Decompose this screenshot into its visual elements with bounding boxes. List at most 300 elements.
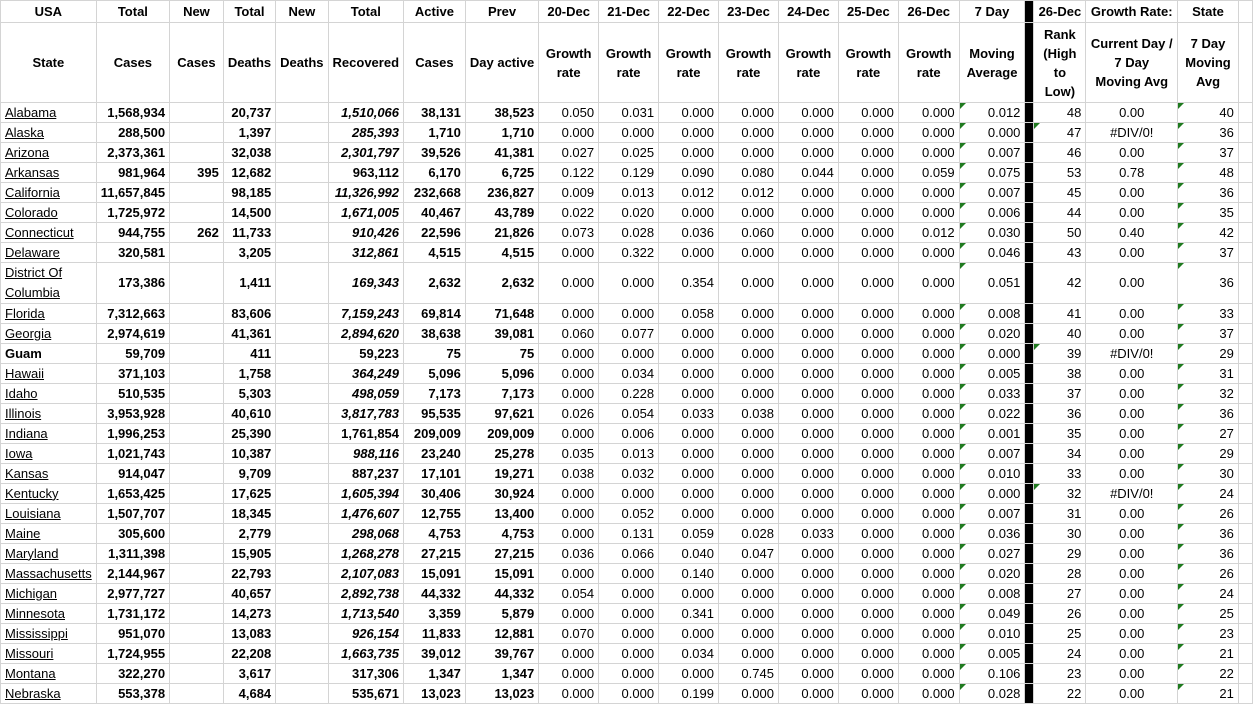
state-link[interactable]: Massachusetts bbox=[5, 565, 92, 581]
prev-day-active-cell[interactable]: 1,710 bbox=[465, 123, 538, 143]
header-usa[interactable]: USA bbox=[1, 1, 97, 23]
growth-dec23-cell[interactable]: 0.000 bbox=[719, 444, 779, 464]
header-state[interactable]: State bbox=[1, 23, 97, 103]
state-cell[interactable] bbox=[1, 263, 97, 304]
new-cases-cell[interactable] bbox=[170, 684, 224, 704]
new-cases-cell[interactable] bbox=[170, 444, 224, 464]
growth-dec21-cell[interactable]: 0.228 bbox=[599, 384, 659, 404]
prev-day-active-cell[interactable]: 15,091 bbox=[465, 564, 538, 584]
total-deaths-cell[interactable]: 3,617 bbox=[223, 664, 275, 684]
state-link[interactable]: Iowa bbox=[5, 445, 33, 461]
empty-cell[interactable] bbox=[1238, 544, 1252, 564]
growth-dec21-cell[interactable]: 0.000 bbox=[599, 564, 659, 584]
header-growth-dec24[interactable]: Growth rate bbox=[778, 23, 838, 103]
growth-dec25-cell[interactable]: 0.000 bbox=[838, 263, 898, 304]
empty-cell[interactable] bbox=[1238, 123, 1252, 143]
growth-dec21-cell[interactable]: 0.020 bbox=[599, 203, 659, 223]
growth-dec21-cell[interactable]: 0.131 bbox=[599, 524, 659, 544]
empty-cell[interactable] bbox=[1238, 223, 1252, 243]
growth-dec25-cell[interactable]: 0.000 bbox=[838, 504, 898, 524]
new-deaths-cell[interactable] bbox=[276, 584, 328, 604]
prev-day-active-cell[interactable]: 13,400 bbox=[465, 504, 538, 524]
prev-day-active-cell[interactable]: 1,347 bbox=[465, 664, 538, 684]
empty-cell[interactable] bbox=[1238, 664, 1252, 684]
state-7day-avg-cell[interactable]: 24 bbox=[1178, 484, 1239, 504]
new-deaths-cell[interactable] bbox=[276, 424, 328, 444]
state-cell[interactable] bbox=[1, 143, 97, 163]
active-cases-cell[interactable]: 1,347 bbox=[404, 664, 466, 684]
active-cases-cell[interactable]: 30,406 bbox=[404, 484, 466, 504]
state-cell[interactable] bbox=[1, 544, 97, 564]
growth-dec20-cell[interactable]: 0.000 bbox=[539, 564, 599, 584]
state-link[interactable]: Kansas bbox=[5, 465, 49, 481]
state-7day-avg-cell[interactable]: 21 bbox=[1178, 684, 1239, 704]
rank-cell[interactable]: 53 bbox=[1034, 163, 1086, 183]
growth-dec23-cell[interactable]: 0.000 bbox=[719, 464, 779, 484]
empty-cell[interactable] bbox=[1238, 163, 1252, 183]
total-cases-cell[interactable]: 371,103 bbox=[96, 364, 169, 384]
growth-dec21-cell[interactable]: 0.322 bbox=[599, 243, 659, 263]
rank-cell[interactable]: 27 bbox=[1034, 584, 1086, 604]
growth-dec21-cell[interactable]: 0.129 bbox=[599, 163, 659, 183]
state-7day-avg-cell[interactable]: 36 bbox=[1178, 524, 1239, 544]
state-cell[interactable] bbox=[1, 344, 97, 364]
new-cases-cell[interactable] bbox=[170, 263, 224, 304]
total-cases-cell[interactable]: 3,953,928 bbox=[96, 404, 169, 424]
growth-dec22-cell[interactable]: 0.000 bbox=[659, 464, 719, 484]
rank-cell[interactable]: 38 bbox=[1034, 364, 1086, 384]
recovered-cell[interactable]: 3,817,783 bbox=[328, 404, 403, 424]
new-cases-cell[interactable] bbox=[170, 183, 224, 203]
growth-dec20-cell[interactable]: 0.060 bbox=[539, 324, 599, 344]
current-vs-avg-cell[interactable]: 0.00 bbox=[1086, 103, 1178, 123]
recovered-cell[interactable]: 59,223 bbox=[328, 344, 403, 364]
header-dec25[interactable]: 25-Dec bbox=[838, 1, 898, 23]
growth-dec23-cell[interactable]: 0.000 bbox=[719, 684, 779, 704]
prev-day-active-cell[interactable]: 75 bbox=[465, 344, 538, 364]
rank-cell[interactable]: 33 bbox=[1034, 464, 1086, 484]
growth-dec21-cell[interactable]: 0.000 bbox=[599, 123, 659, 143]
prev-day-active-cell[interactable]: 27,215 bbox=[465, 544, 538, 564]
growth-dec26-cell[interactable]: 0.000 bbox=[898, 524, 959, 544]
growth-dec25-cell[interactable]: 0.000 bbox=[838, 564, 898, 584]
state-link[interactable]: Florida bbox=[5, 305, 45, 321]
state-link[interactable]: Maryland bbox=[5, 545, 59, 561]
active-cases-cell[interactable]: 38,638 bbox=[404, 324, 466, 344]
growth-dec23-cell[interactable]: 0.000 bbox=[719, 504, 779, 524]
active-cases-cell[interactable]: 75 bbox=[404, 344, 466, 364]
growth-dec23-cell[interactable]: 0.000 bbox=[719, 364, 779, 384]
header-growth-dec20[interactable]: Growth rate bbox=[539, 23, 599, 103]
growth-dec23-cell[interactable]: 0.000 bbox=[719, 584, 779, 604]
growth-dec24-cell[interactable]: 0.000 bbox=[778, 304, 838, 324]
total-deaths-cell[interactable]: 1,758 bbox=[223, 364, 275, 384]
growth-dec21-cell[interactable]: 0.013 bbox=[599, 183, 659, 203]
growth-dec22-cell[interactable]: 0.341 bbox=[659, 604, 719, 624]
rank-cell[interactable]: 25 bbox=[1034, 624, 1086, 644]
moving-average-cell[interactable]: 0.049 bbox=[959, 604, 1025, 624]
moving-average-cell[interactable]: 0.007 bbox=[959, 183, 1025, 203]
growth-dec22-cell[interactable]: 0.059 bbox=[659, 524, 719, 544]
growth-dec26-cell[interactable]: 0.000 bbox=[898, 123, 959, 143]
growth-dec24-cell[interactable]: 0.000 bbox=[778, 604, 838, 624]
state-7day-avg-cell[interactable]: 40 bbox=[1178, 103, 1239, 123]
total-deaths-cell[interactable]: 10,387 bbox=[223, 444, 275, 464]
rank-cell[interactable]: 22 bbox=[1034, 684, 1086, 704]
growth-dec22-cell[interactable]: 0.140 bbox=[659, 564, 719, 584]
current-vs-avg-cell[interactable]: 0.00 bbox=[1086, 324, 1178, 344]
growth-dec22-cell[interactable]: 0.090 bbox=[659, 163, 719, 183]
empty-cell[interactable] bbox=[1238, 644, 1252, 664]
new-cases-cell[interactable] bbox=[170, 404, 224, 424]
growth-dec20-cell[interactable]: 0.038 bbox=[539, 464, 599, 484]
growth-dec26-cell[interactable]: 0.000 bbox=[898, 384, 959, 404]
current-vs-avg-cell[interactable]: 0.00 bbox=[1086, 544, 1178, 564]
growth-dec26-cell[interactable]: 0.000 bbox=[898, 203, 959, 223]
growth-dec24-cell[interactable]: 0.000 bbox=[778, 664, 838, 684]
total-deaths-cell[interactable]: 41,361 bbox=[223, 324, 275, 344]
current-vs-avg-cell[interactable]: 0.00 bbox=[1086, 384, 1178, 404]
growth-dec22-cell[interactable]: 0.000 bbox=[659, 424, 719, 444]
growth-dec21-cell[interactable]: 0.077 bbox=[599, 324, 659, 344]
new-deaths-cell[interactable] bbox=[276, 263, 328, 304]
empty-cell[interactable] bbox=[1238, 604, 1252, 624]
current-vs-avg-cell[interactable]: 0.00 bbox=[1086, 404, 1178, 424]
new-deaths-cell[interactable] bbox=[276, 123, 328, 143]
prev-day-active-cell[interactable]: 4,753 bbox=[465, 524, 538, 544]
state-link[interactable]: Guam bbox=[5, 345, 42, 361]
active-cases-cell[interactable]: 4,515 bbox=[404, 243, 466, 263]
growth-dec24-cell[interactable]: 0.000 bbox=[778, 504, 838, 524]
empty-cell[interactable] bbox=[1238, 1, 1252, 23]
active-cases-cell[interactable]: 4,753 bbox=[404, 524, 466, 544]
prev-day-active-cell[interactable]: 39,081 bbox=[465, 324, 538, 344]
rank-cell[interactable]: 41 bbox=[1034, 304, 1086, 324]
growth-dec21-cell[interactable]: 0.066 bbox=[599, 544, 659, 564]
growth-dec26-cell[interactable]: 0.000 bbox=[898, 344, 959, 364]
state-link[interactable]: Montana bbox=[5, 665, 56, 681]
growth-dec24-cell[interactable]: 0.000 bbox=[778, 203, 838, 223]
growth-dec26-cell[interactable]: 0.000 bbox=[898, 584, 959, 604]
moving-average-cell[interactable]: 0.008 bbox=[959, 304, 1025, 324]
header-growth-dec26[interactable]: Growth rate bbox=[898, 23, 959, 103]
prev-day-active-cell[interactable]: 5,096 bbox=[465, 364, 538, 384]
active-cases-cell[interactable]: 17,101 bbox=[404, 464, 466, 484]
current-vs-avg-cell[interactable]: 0.00 bbox=[1086, 364, 1178, 384]
state-link[interactable]: Alabama bbox=[5, 104, 57, 120]
moving-average-cell[interactable]: 0.046 bbox=[959, 243, 1025, 263]
growth-dec24-cell[interactable]: 0.000 bbox=[778, 464, 838, 484]
growth-dec21-cell[interactable]: 0.000 bbox=[599, 484, 659, 504]
growth-dec24-cell[interactable]: 0.000 bbox=[778, 444, 838, 464]
state-cell[interactable] bbox=[1, 444, 97, 464]
growth-dec20-cell[interactable]: 0.000 bbox=[539, 243, 599, 263]
empty-cell[interactable] bbox=[1238, 183, 1252, 203]
new-deaths-cell[interactable] bbox=[276, 103, 328, 123]
growth-dec25-cell[interactable]: 0.000 bbox=[838, 203, 898, 223]
new-cases-cell[interactable]: 395 bbox=[170, 163, 224, 183]
growth-dec26-cell[interactable]: 0.000 bbox=[898, 424, 959, 444]
rank-cell[interactable]: 45 bbox=[1034, 183, 1086, 203]
moving-average-cell[interactable]: 0.000 bbox=[959, 484, 1025, 504]
growth-dec26-cell[interactable]: 0.000 bbox=[898, 624, 959, 644]
state-cell[interactable] bbox=[1, 324, 97, 344]
empty-cell[interactable] bbox=[1238, 424, 1252, 444]
recovered-cell[interactable]: 910,426 bbox=[328, 223, 403, 243]
prev-day-active-cell[interactable]: 97,621 bbox=[465, 404, 538, 424]
current-vs-avg-cell[interactable]: 0.00 bbox=[1086, 203, 1178, 223]
total-deaths-cell[interactable]: 9,709 bbox=[223, 464, 275, 484]
state-7day-avg-cell[interactable]: 37 bbox=[1178, 324, 1239, 344]
growth-dec22-cell[interactable]: 0.000 bbox=[659, 243, 719, 263]
recovered-cell[interactable]: 2,107,083 bbox=[328, 564, 403, 584]
new-deaths-cell[interactable] bbox=[276, 344, 328, 364]
new-cases-cell[interactable]: 262 bbox=[170, 223, 224, 243]
state-cell[interactable] bbox=[1, 584, 97, 604]
new-deaths-cell[interactable] bbox=[276, 544, 328, 564]
growth-dec26-cell[interactable]: 0.000 bbox=[898, 304, 959, 324]
new-deaths-cell[interactable] bbox=[276, 163, 328, 183]
total-cases-cell[interactable]: 320,581 bbox=[96, 243, 169, 263]
active-cases-cell[interactable]: 15,091 bbox=[404, 564, 466, 584]
growth-dec23-cell[interactable]: 0.012 bbox=[719, 183, 779, 203]
total-deaths-cell[interactable]: 98,185 bbox=[223, 183, 275, 203]
header-dec22[interactable]: 22-Dec bbox=[659, 1, 719, 23]
state-cell[interactable] bbox=[1, 364, 97, 384]
growth-dec25-cell[interactable]: 0.000 bbox=[838, 664, 898, 684]
total-deaths-cell[interactable]: 22,208 bbox=[223, 644, 275, 664]
rank-cell[interactable]: 44 bbox=[1034, 203, 1086, 223]
recovered-cell[interactable]: 1,476,607 bbox=[328, 504, 403, 524]
empty-cell[interactable] bbox=[1238, 203, 1252, 223]
prev-day-active-cell[interactable]: 39,767 bbox=[465, 644, 538, 664]
recovered-cell[interactable]: 312,861 bbox=[328, 243, 403, 263]
recovered-cell[interactable]: 1,671,005 bbox=[328, 203, 403, 223]
moving-average-cell[interactable]: 0.036 bbox=[959, 524, 1025, 544]
prev-day-active-cell[interactable]: 7,173 bbox=[465, 384, 538, 404]
header-new-cases-2[interactable]: Cases bbox=[170, 23, 224, 103]
active-cases-cell[interactable]: 1,710 bbox=[404, 123, 466, 143]
header-recovered-2[interactable]: Recovered bbox=[328, 23, 403, 103]
rank-cell[interactable]: 31 bbox=[1034, 504, 1086, 524]
growth-dec25-cell[interactable]: 0.000 bbox=[838, 684, 898, 704]
growth-dec20-cell[interactable]: 0.122 bbox=[539, 163, 599, 183]
state-7day-avg-cell[interactable]: 27 bbox=[1178, 424, 1239, 444]
state-cell[interactable] bbox=[1, 384, 97, 404]
recovered-cell[interactable]: 1,510,066 bbox=[328, 103, 403, 123]
total-deaths-cell[interactable]: 18,345 bbox=[223, 504, 275, 524]
header-total-deaths-1[interactable]: Total bbox=[223, 1, 275, 23]
header-dec21[interactable]: 21-Dec bbox=[599, 1, 659, 23]
growth-dec24-cell[interactable]: 0.000 bbox=[778, 263, 838, 304]
growth-dec23-cell[interactable]: 0.047 bbox=[719, 544, 779, 564]
growth-dec21-cell[interactable]: 0.000 bbox=[599, 263, 659, 304]
active-cases-cell[interactable]: 12,755 bbox=[404, 504, 466, 524]
growth-dec24-cell[interactable]: 0.033 bbox=[778, 524, 838, 544]
growth-dec26-cell[interactable]: 0.000 bbox=[898, 484, 959, 504]
growth-dec20-cell[interactable]: 0.000 bbox=[539, 484, 599, 504]
moving-average-cell[interactable]: 0.027 bbox=[959, 544, 1025, 564]
growth-dec25-cell[interactable]: 0.000 bbox=[838, 123, 898, 143]
recovered-cell[interactable]: 364,249 bbox=[328, 364, 403, 384]
growth-dec23-cell[interactable]: 0.000 bbox=[719, 263, 779, 304]
growth-dec21-cell[interactable]: 0.054 bbox=[599, 404, 659, 424]
state-cell[interactable] bbox=[1, 504, 97, 524]
growth-dec23-cell[interactable]: 0.000 bbox=[719, 484, 779, 504]
state-cell[interactable] bbox=[1, 163, 97, 183]
state-cell[interactable] bbox=[1, 123, 97, 143]
total-cases-cell[interactable]: 1,311,398 bbox=[96, 544, 169, 564]
total-cases-cell[interactable]: 2,977,727 bbox=[96, 584, 169, 604]
total-deaths-cell[interactable]: 5,303 bbox=[223, 384, 275, 404]
total-cases-cell[interactable]: 1,725,972 bbox=[96, 203, 169, 223]
growth-dec24-cell[interactable]: 0.000 bbox=[778, 344, 838, 364]
empty-cell[interactable] bbox=[1238, 384, 1252, 404]
header-total-recovered-1[interactable]: Total bbox=[328, 1, 403, 23]
header-active-cases-2[interactable]: Cases bbox=[404, 23, 466, 103]
state-link[interactable]: Minnesota bbox=[5, 605, 65, 621]
state-7day-avg-cell[interactable]: 31 bbox=[1178, 364, 1239, 384]
new-deaths-cell[interactable] bbox=[276, 484, 328, 504]
growth-dec26-cell[interactable]: 0.059 bbox=[898, 163, 959, 183]
new-deaths-cell[interactable] bbox=[276, 304, 328, 324]
header-growth-dec25[interactable]: Growth rate bbox=[838, 23, 898, 103]
state-7day-avg-cell[interactable]: 23 bbox=[1178, 624, 1239, 644]
total-deaths-cell[interactable]: 40,657 bbox=[223, 584, 275, 604]
state-cell[interactable] bbox=[1, 664, 97, 684]
current-vs-avg-cell[interactable]: 0.40 bbox=[1086, 223, 1178, 243]
moving-average-cell[interactable]: 0.033 bbox=[959, 384, 1025, 404]
current-vs-avg-cell[interactable]: 0.78 bbox=[1086, 163, 1178, 183]
total-cases-cell[interactable]: 1,996,253 bbox=[96, 424, 169, 444]
moving-average-cell[interactable]: 0.000 bbox=[959, 344, 1025, 364]
total-deaths-cell[interactable]: 411 bbox=[223, 344, 275, 364]
growth-dec20-cell[interactable]: 0.000 bbox=[539, 123, 599, 143]
growth-dec24-cell[interactable]: 0.044 bbox=[778, 163, 838, 183]
total-cases-cell[interactable]: 59,709 bbox=[96, 344, 169, 364]
new-cases-cell[interactable] bbox=[170, 324, 224, 344]
active-cases-cell[interactable]: 3,359 bbox=[404, 604, 466, 624]
total-deaths-cell[interactable]: 4,684 bbox=[223, 684, 275, 704]
growth-dec21-cell[interactable]: 0.000 bbox=[599, 684, 659, 704]
total-deaths-cell[interactable]: 2,779 bbox=[223, 524, 275, 544]
rank-cell[interactable]: 42 bbox=[1034, 263, 1086, 304]
current-vs-avg-cell[interactable]: 0.00 bbox=[1086, 304, 1178, 324]
active-cases-cell[interactable]: 38,131 bbox=[404, 103, 466, 123]
growth-dec24-cell[interactable]: 0.000 bbox=[778, 404, 838, 424]
state-link[interactable]: Colorado bbox=[5, 204, 58, 220]
state-cell[interactable] bbox=[1, 203, 97, 223]
growth-dec23-cell[interactable]: 0.000 bbox=[719, 384, 779, 404]
growth-dec21-cell[interactable]: 0.000 bbox=[599, 304, 659, 324]
growth-dec26-cell[interactable]: 0.000 bbox=[898, 504, 959, 524]
prev-day-active-cell[interactable]: 12,881 bbox=[465, 624, 538, 644]
state-link[interactable]: Kentucky bbox=[5, 485, 59, 501]
active-cases-cell[interactable]: 232,668 bbox=[404, 183, 466, 203]
growth-dec25-cell[interactable]: 0.000 bbox=[838, 103, 898, 123]
active-cases-cell[interactable]: 11,833 bbox=[404, 624, 466, 644]
growth-dec25-cell[interactable]: 0.000 bbox=[838, 324, 898, 344]
state-link[interactable]: Indiana bbox=[5, 425, 48, 441]
moving-average-cell[interactable]: 0.020 bbox=[959, 324, 1025, 344]
new-cases-cell[interactable] bbox=[170, 524, 224, 544]
current-vs-avg-cell[interactable]: 0.00 bbox=[1086, 464, 1178, 484]
growth-dec21-cell[interactable]: 0.000 bbox=[599, 644, 659, 664]
growth-dec22-cell[interactable]: 0.000 bbox=[659, 203, 719, 223]
moving-average-cell[interactable]: 0.006 bbox=[959, 203, 1025, 223]
new-deaths-cell[interactable] bbox=[276, 324, 328, 344]
growth-dec24-cell[interactable]: 0.000 bbox=[778, 564, 838, 584]
new-deaths-cell[interactable] bbox=[276, 504, 328, 524]
growth-dec24-cell[interactable]: 0.000 bbox=[778, 384, 838, 404]
rank-cell[interactable]: 35 bbox=[1034, 424, 1086, 444]
empty-cell[interactable] bbox=[1238, 364, 1252, 384]
current-vs-avg-cell[interactable]: 0.00 bbox=[1086, 684, 1178, 704]
growth-dec25-cell[interactable]: 0.000 bbox=[838, 584, 898, 604]
state-link[interactable]: Arizona bbox=[5, 144, 50, 160]
state-7day-avg-cell[interactable]: 36 bbox=[1178, 183, 1239, 203]
state-7day-avg-cell[interactable]: 32 bbox=[1178, 384, 1239, 404]
growth-dec26-cell[interactable]: 0.000 bbox=[898, 404, 959, 424]
active-cases-cell[interactable]: 40,467 bbox=[404, 203, 466, 223]
total-deaths-cell[interactable]: 3,205 bbox=[223, 243, 275, 263]
growth-dec24-cell[interactable]: 0.000 bbox=[778, 684, 838, 704]
growth-dec20-cell[interactable]: 0.050 bbox=[539, 103, 599, 123]
state-7day-avg-cell[interactable]: 36 bbox=[1178, 544, 1239, 564]
moving-average-cell[interactable]: 0.075 bbox=[959, 163, 1025, 183]
active-cases-cell[interactable]: 209,009 bbox=[404, 424, 466, 444]
growth-dec26-cell[interactable]: 0.000 bbox=[898, 464, 959, 484]
growth-dec20-cell[interactable]: 0.000 bbox=[539, 604, 599, 624]
total-cases-cell[interactable]: 2,373,361 bbox=[96, 143, 169, 163]
growth-dec22-cell[interactable]: 0.058 bbox=[659, 304, 719, 324]
new-cases-cell[interactable] bbox=[170, 644, 224, 664]
growth-dec24-cell[interactable]: 0.000 bbox=[778, 624, 838, 644]
empty-cell[interactable] bbox=[1238, 584, 1252, 604]
current-vs-avg-cell[interactable]: 0.00 bbox=[1086, 624, 1178, 644]
growth-dec20-cell[interactable]: 0.027 bbox=[539, 143, 599, 163]
header-active-cases-1[interactable]: Active bbox=[404, 1, 466, 23]
growth-dec26-cell[interactable]: 0.000 bbox=[898, 103, 959, 123]
growth-dec21-cell[interactable]: 0.000 bbox=[599, 664, 659, 684]
state-link[interactable]: Mississippi bbox=[5, 625, 68, 641]
state-7day-avg-cell[interactable]: 37 bbox=[1178, 143, 1239, 163]
total-cases-cell[interactable]: 7,312,663 bbox=[96, 304, 169, 324]
new-cases-cell[interactable] bbox=[170, 123, 224, 143]
header-total-cases-1[interactable]: Total bbox=[96, 1, 169, 23]
active-cases-cell[interactable]: 27,215 bbox=[404, 544, 466, 564]
total-deaths-cell[interactable]: 32,038 bbox=[223, 143, 275, 163]
total-deaths-cell[interactable]: 17,625 bbox=[223, 484, 275, 504]
growth-dec22-cell[interactable]: 0.000 bbox=[659, 103, 719, 123]
total-deaths-cell[interactable]: 22,793 bbox=[223, 564, 275, 584]
growth-dec22-cell[interactable]: 0.000 bbox=[659, 324, 719, 344]
header-new-deaths-1[interactable]: New bbox=[276, 1, 328, 23]
growth-dec23-cell[interactable]: 0.000 bbox=[719, 304, 779, 324]
header-7day-1[interactable]: 7 Day bbox=[959, 1, 1025, 23]
growth-dec23-cell[interactable]: 0.000 bbox=[719, 604, 779, 624]
recovered-cell[interactable]: 317,306 bbox=[328, 664, 403, 684]
total-cases-cell[interactable]: 510,535 bbox=[96, 384, 169, 404]
state-link[interactable]: Idaho bbox=[5, 385, 38, 401]
growth-dec20-cell[interactable]: 0.000 bbox=[539, 684, 599, 704]
growth-dec26-cell[interactable]: 0.000 bbox=[898, 364, 959, 384]
header-dec26[interactable]: 26-Dec bbox=[898, 1, 959, 23]
growth-dec23-cell[interactable]: 0.000 bbox=[719, 243, 779, 263]
state-link[interactable]: Hawaii bbox=[5, 365, 45, 381]
growth-dec22-cell[interactable]: 0.033 bbox=[659, 404, 719, 424]
total-deaths-cell[interactable]: 40,610 bbox=[223, 404, 275, 424]
